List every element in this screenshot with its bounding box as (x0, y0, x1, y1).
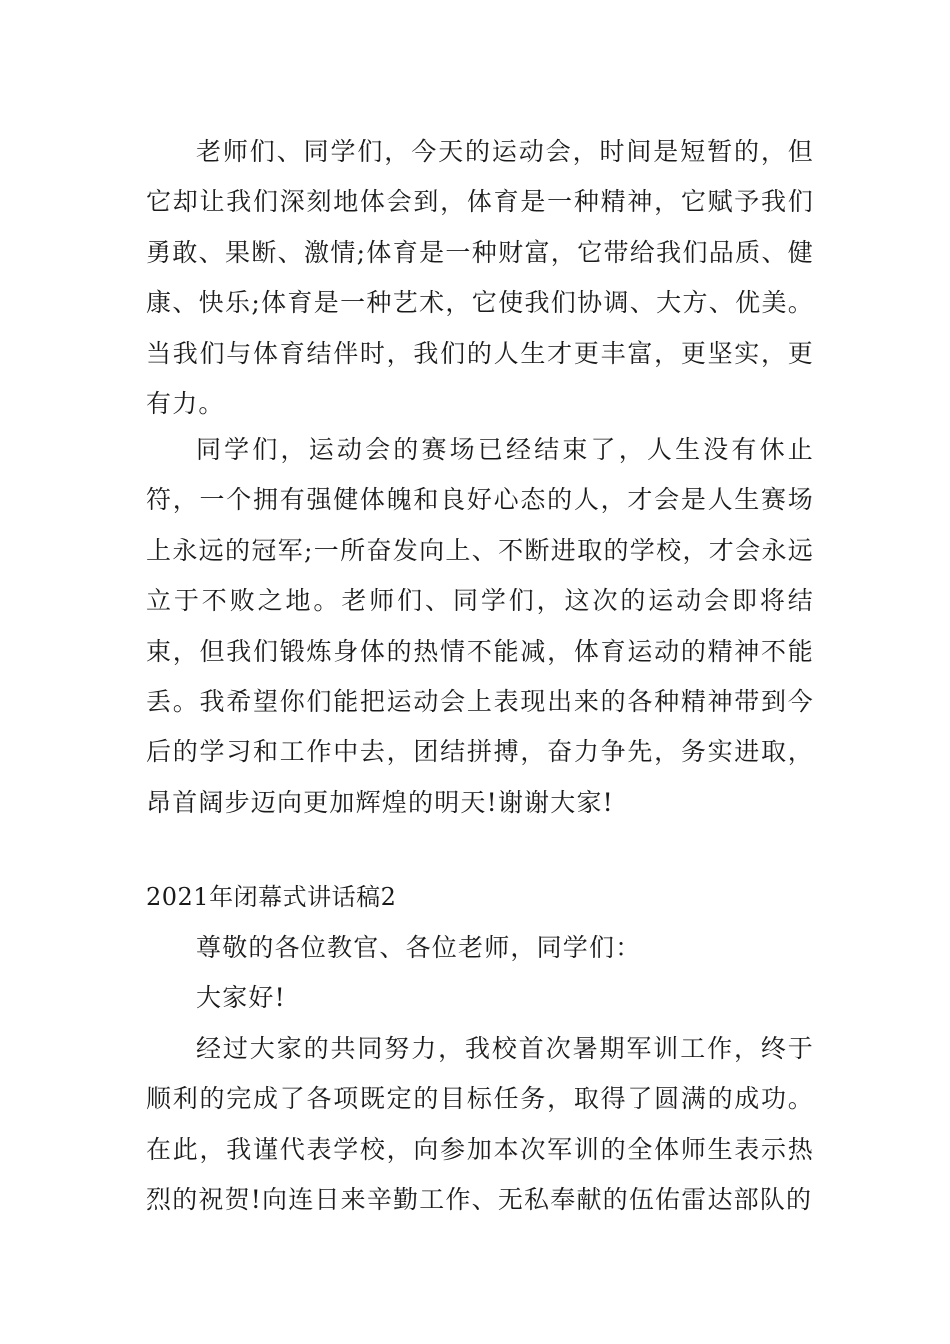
salutation: 尊敬的各位教官、各位老师，同学们： (196, 933, 642, 962)
closing-remarks-paragraph-2 (146, 425, 814, 828)
body-paragraph: 同学们，运动会的赛场已经结束了，人生没有休止符，一个拥有强健体魄和良好心态的人，才会是人生赛场上永远的冠军;一所奋发向上、不断进取的学校，才会永远立于不败之地。老师们、同学们，这次的运动会即将结束，但我们锻炼身体的热情不能减，体育运动的精神不能丢。我希望你们能把运动会上表现出来的各种精神带到今后的学习和工作中去，团结拼搏，奋力争先，务实进取，昂首阔步迈向更加辉煌的明天!谢谢大家! (146, 435, 814, 817)
greeting: 大家好! (196, 983, 286, 1013)
body-paragraph: 经过大家的共同努力，我校首次暑期军训工作，终于顺利的完成了各项既定的目标任务，取得了圆满的成功。在此，我谨代表学校，向参加本次军训的全体师生表示热烈的祝贺!向连日来辛勤工作、无私奉献的伍佑雷达部队的 (146, 1033, 814, 1215)
section-heading (146, 873, 814, 921)
body-paragraph: 老师们、同学们，今天的运动会，时间是短暂的，但它却让我们深刻地体会到，体育是一种精神，它赋予我们勇敢、果断、激情;体育是一种财富，它带给我们品质、健康、快乐;体育是一种艺术，它使我们协调、大方、优美。当我们与体育结伴时，我们的人生才更丰富，更坚实，更有力。 (146, 137, 814, 419)
closing-remarks-paragraph-1 (146, 127, 814, 429)
speech-2-body (146, 923, 814, 1225)
section-title: 2021年闭幕式讲话稿2 (146, 883, 397, 911)
